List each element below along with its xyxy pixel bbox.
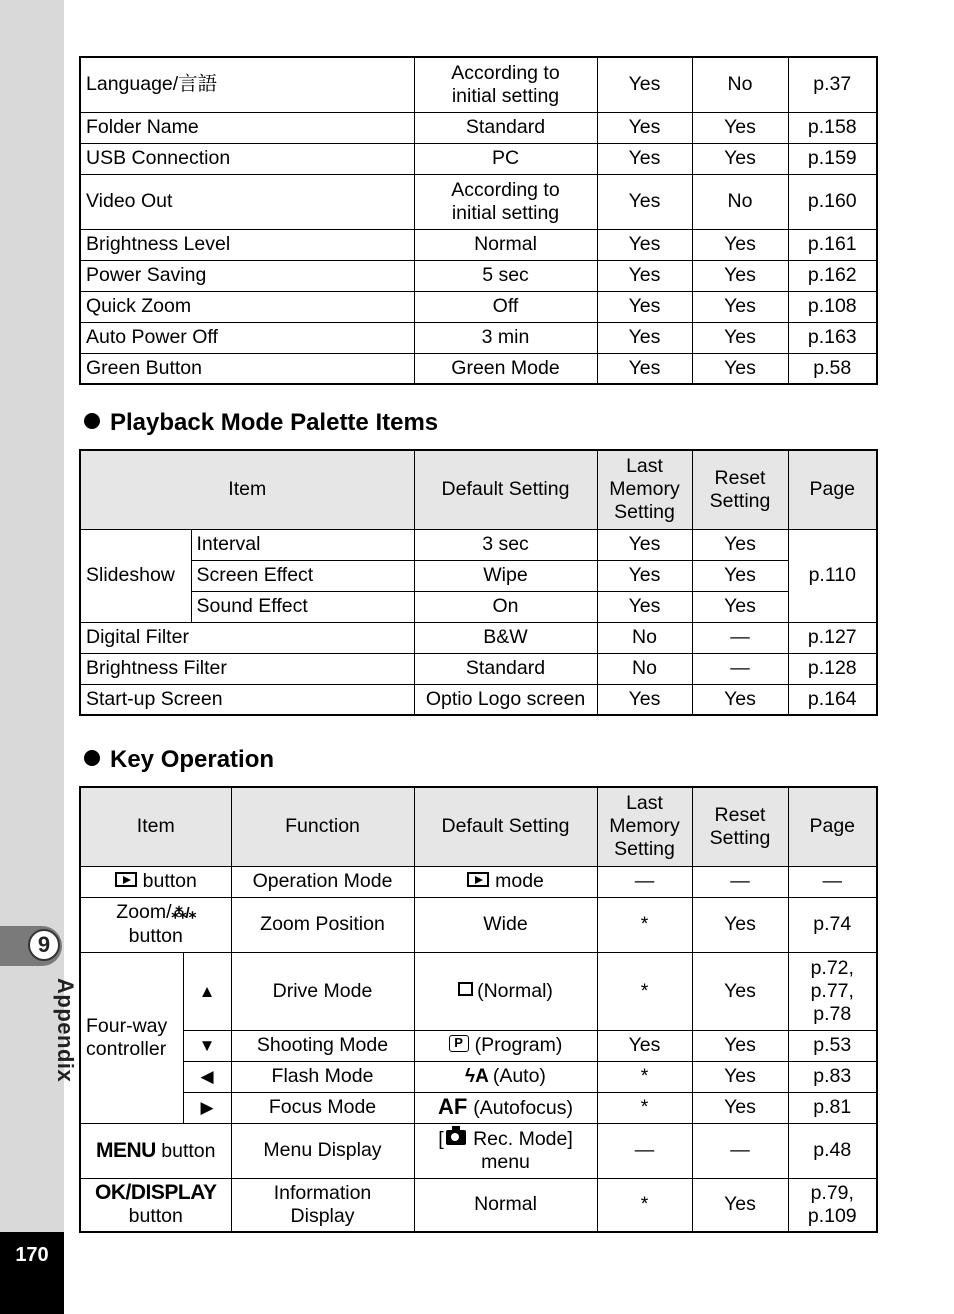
table-row (80, 1123, 877, 1178)
cell-default: [ Rec. Mode] menu (414, 1123, 597, 1178)
cell-page: p.72, p.77, p.78 (788, 952, 877, 1030)
autofocus-icon: AF (437, 1094, 468, 1119)
cell-page: p.48 (788, 1123, 877, 1178)
cell-default: (Normal) (414, 952, 597, 1030)
cell-page: p.159 (788, 143, 877, 174)
table-row (80, 591, 877, 622)
header-reset: Reset Setting (692, 450, 788, 529)
cell-default: AF (Autofocus) (414, 1092, 597, 1123)
slideshow-label: Slideshow (80, 529, 191, 622)
cell-default: Optio Logo screen (414, 684, 597, 715)
cell-item: Quick Zoom (80, 291, 414, 322)
table-row (80, 866, 877, 897)
cell-default: Wide (414, 897, 597, 952)
table-row (80, 57, 877, 112)
key-operation-table (79, 786, 878, 1233)
cell-reset: Yes (692, 260, 788, 291)
cell-page: p.79, p.109 (788, 1178, 877, 1232)
cell-reset: No (692, 174, 788, 229)
cell-last-memory: Yes (597, 57, 692, 112)
header-last-memory: Last Memory Setting (597, 450, 692, 529)
cell-item: Zoom/⁂/⁎ button (80, 897, 231, 952)
cell-reset: — (692, 1123, 788, 1178)
cell-item: Language/言語 (80, 57, 414, 112)
cell-page: p.158 (788, 112, 877, 143)
table-row (80, 622, 877, 653)
page-number: 170 (15, 1244, 49, 1266)
table-row (80, 653, 877, 684)
cell-reset: Yes (692, 1178, 788, 1232)
playback-icon (115, 872, 137, 887)
cell-function: Flash Mode (231, 1061, 414, 1092)
ok-display-button-label: OK/DISPLAY (95, 1181, 217, 1205)
cell-page: p.128 (788, 653, 877, 684)
camera-icon (446, 1130, 466, 1145)
cell-page: p.110 (788, 529, 877, 622)
cell-last-memory: * (597, 897, 692, 952)
key-header-row (80, 787, 877, 866)
cell-last-memory: Yes (597, 529, 692, 560)
cell-item: MENU button (80, 1123, 231, 1178)
cell-sub-item: Interval (191, 529, 414, 560)
cell-page: p.58 (788, 353, 877, 384)
cell-page: p.164 (788, 684, 877, 715)
arrow-down-icon: ▼ (183, 1030, 231, 1061)
cell-reset: — (692, 866, 788, 897)
chapter-number: 9 (28, 929, 60, 961)
header-reset: Reset Setting (692, 787, 788, 866)
cell-last-memory: * (597, 1092, 692, 1123)
cell-item: Video Out (80, 174, 414, 229)
cell-last-memory: Yes (597, 353, 692, 384)
cell-default: Normal (414, 229, 597, 260)
table-row (80, 291, 877, 322)
chapter-title: Appendix (53, 978, 78, 1083)
cell-reset: Yes (692, 1061, 788, 1092)
cell-last-memory: Yes (597, 112, 692, 143)
cell-reset: Yes (692, 143, 788, 174)
cell-default: 3 sec (414, 529, 597, 560)
cell-item: Green Button (80, 353, 414, 384)
setup-table (79, 56, 878, 385)
cell-function: Zoom Position (231, 897, 414, 952)
table-row (80, 560, 877, 591)
cell-default: On (414, 591, 597, 622)
cell-page: p.163 (788, 322, 877, 353)
cell-function: Operation Mode (231, 866, 414, 897)
cell-last-memory: Yes (597, 560, 692, 591)
cell-item: button (80, 866, 231, 897)
cell-default: According to initial setting (414, 174, 597, 229)
cell-reset: Yes (692, 353, 788, 384)
table-row (80, 1092, 877, 1123)
arrow-up-icon: ▲ (183, 952, 231, 1030)
cell-item: Digital Filter (80, 622, 414, 653)
menu-button-label: MENU (96, 1138, 156, 1162)
cell-reset: No (692, 57, 788, 112)
playback-table (79, 449, 878, 716)
cell-reset: Yes (692, 322, 788, 353)
cell-reset: Yes (692, 529, 788, 560)
cell-default: Off (414, 291, 597, 322)
playback-icon (467, 872, 489, 887)
cell-page: p.162 (788, 260, 877, 291)
cell-function: Focus Mode (231, 1092, 414, 1123)
cell-item: Power Saving (80, 260, 414, 291)
cell-page: p.160 (788, 174, 877, 229)
cell-last-memory: Yes (597, 291, 692, 322)
cell-last-memory: Yes (597, 260, 692, 291)
header-page: Page (788, 787, 877, 866)
table-row (80, 1178, 877, 1232)
cell-function: Drive Mode (231, 952, 414, 1030)
cell-default: ϟA (Auto) (414, 1061, 597, 1092)
playback-heading: Playback Mode Palette Items (84, 409, 438, 437)
cell-last-memory: Yes (597, 143, 692, 174)
cell-last-memory: Yes (597, 322, 692, 353)
cell-item: Start-up Screen (80, 684, 414, 715)
zoom-icon: ⁂/⁎ (171, 905, 196, 922)
cell-last-memory: Yes (597, 229, 692, 260)
table-row (80, 1030, 877, 1061)
cell-default: Normal (414, 1178, 597, 1232)
cell-last-memory: — (597, 866, 692, 897)
table-row (80, 952, 877, 1030)
header-default: Default Setting (414, 450, 597, 529)
cell-reset: Yes (692, 952, 788, 1030)
bullet-icon (84, 750, 100, 766)
cell-last-memory: * (597, 1061, 692, 1092)
bullet-icon (84, 413, 100, 429)
cell-reset: Yes (692, 229, 788, 260)
cell-reset: Yes (692, 291, 788, 322)
cell-last-memory: Yes (597, 591, 692, 622)
header-function: Function (231, 787, 414, 866)
cell-function: Information Display (231, 1178, 414, 1232)
cell-last-memory: * (597, 952, 692, 1030)
cell-sub-item: Sound Effect (191, 591, 414, 622)
cell-last-memory: No (597, 622, 692, 653)
table-row (80, 112, 877, 143)
cell-reset: Yes (692, 560, 788, 591)
table-row (80, 684, 877, 715)
cell-default: P (Program) (414, 1030, 597, 1061)
cell-last-memory: No (597, 653, 692, 684)
cell-item: Auto Power Off (80, 322, 414, 353)
cell-default: mode (414, 866, 597, 897)
cell-default: B&W (414, 622, 597, 653)
cell-reset: Yes (692, 591, 788, 622)
cell-reset: — (692, 622, 788, 653)
cell-last-memory: * (597, 1178, 692, 1232)
cell-function: Shooting Mode (231, 1030, 414, 1061)
cell-last-memory: Yes (597, 684, 692, 715)
cell-sub-item: Screen Effect (191, 560, 414, 591)
cell-default: Standard (414, 112, 597, 143)
cell-item: Brightness Filter (80, 653, 414, 684)
cell-reset: Yes (692, 684, 788, 715)
header-item: Item (80, 787, 231, 866)
cell-reset: Yes (692, 1092, 788, 1123)
table-row (80, 143, 877, 174)
cell-default: 5 sec (414, 260, 597, 291)
cell-default: According to initial setting (414, 57, 597, 112)
table-row (80, 229, 877, 260)
cell-default: 3 min (414, 322, 597, 353)
cell-page: — (788, 866, 877, 897)
cell-last-memory: — (597, 1123, 692, 1178)
cell-page: p.161 (788, 229, 877, 260)
table-row (80, 322, 877, 353)
table-row (80, 529, 877, 560)
cell-page: p.53 (788, 1030, 877, 1061)
cell-default: Green Mode (414, 353, 597, 384)
cell-item: USB Connection (80, 143, 414, 174)
cell-default: Wipe (414, 560, 597, 591)
header-page: Page (788, 450, 877, 529)
header-default: Default Setting (414, 787, 597, 866)
table-row (80, 1061, 877, 1092)
header-last-memory: Last Memory Setting (597, 787, 692, 866)
side-strip (0, 0, 64, 1314)
cell-default: PC (414, 143, 597, 174)
cell-page: p.108 (788, 291, 877, 322)
cell-reset: Yes (692, 1030, 788, 1061)
header-item: Item (80, 450, 414, 529)
cell-last-memory: Yes (597, 174, 692, 229)
table-row (80, 260, 877, 291)
playback-header-row (80, 450, 877, 529)
cell-reset: — (692, 653, 788, 684)
cell-reset: Yes (692, 112, 788, 143)
cell-page: p.83 (788, 1061, 877, 1092)
table-row (80, 353, 877, 384)
flash-auto-icon: ϟA (465, 1066, 489, 1087)
arrow-left-icon: ◀ (183, 1061, 231, 1092)
cell-last-memory: Yes (597, 1030, 692, 1061)
cell-page: p.81 (788, 1092, 877, 1123)
program-mode-icon: P (449, 1035, 469, 1052)
fourway-label: Four-way controller (80, 952, 183, 1123)
arrow-right-icon: ▶ (183, 1092, 231, 1123)
cell-page: p.74 (788, 897, 877, 952)
cell-reset: Yes (692, 897, 788, 952)
cell-page: p.127 (788, 622, 877, 653)
cell-default: Standard (414, 653, 597, 684)
cell-item: Folder Name (80, 112, 414, 143)
cell-item: OK/DISPLAY button (80, 1178, 231, 1232)
cell-item: Brightness Level (80, 229, 414, 260)
cell-page: p.37 (788, 57, 877, 112)
single-frame-icon (458, 982, 473, 996)
cell-function: Menu Display (231, 1123, 414, 1178)
table-row (80, 897, 877, 952)
key-operation-heading: Key Operation (84, 746, 274, 774)
table-row (80, 174, 877, 229)
